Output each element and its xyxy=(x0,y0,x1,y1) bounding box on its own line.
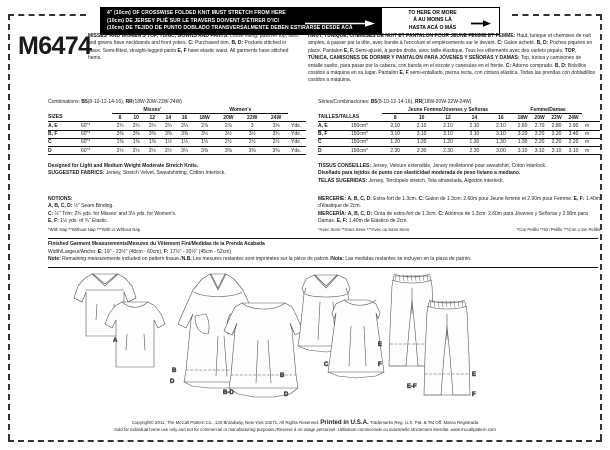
yardage-cell: 3.10 xyxy=(382,130,408,138)
yardage-cell: 3.10 xyxy=(548,147,565,155)
sizes-label: TAILLES/TALLAS xyxy=(318,114,382,122)
yardage-unit: Yds. xyxy=(288,130,306,138)
yardage-cell: 3.10 xyxy=(461,130,487,138)
yardage-unit: Yds. xyxy=(288,138,306,146)
label-bd: B-D xyxy=(223,390,234,396)
divider-below-finished xyxy=(48,267,598,268)
merceria-label: MERCERÍA: xyxy=(318,210,347,217)
size-header-cell: 22W xyxy=(240,114,264,122)
yardage-unit: Yds. xyxy=(288,147,306,155)
stretch-arrow-icon xyxy=(305,20,375,27)
yardage-cell: 2.30 xyxy=(408,147,434,155)
size-header-cell: 20W xyxy=(216,114,240,122)
mercerie-value: A, B, C, D: Extra-fort de 1.3cm. C: Galon de 1.3cm: 2.60m pour Jeune femme et 2.90m pour Femme. E, F: 1.40m d'élastique de 2cm. xyxy=(318,196,600,210)
yardage-cell: 3⅜ xyxy=(216,147,240,155)
telas-value: Jersey, Terciopelo stretch, Tela afranelada, Algodón interlock. xyxy=(367,177,504,184)
yardage-cell: 2.20 xyxy=(565,138,582,146)
target-line-es: HASTA ACÁ O MÁS xyxy=(408,24,457,31)
trademark-text: Trademarks Reg. U.S. Pat. & TM Off. Marca Registrada xyxy=(369,420,479,425)
yardage-cell: 2¼ xyxy=(177,122,193,130)
fabric-width: 150cm* xyxy=(348,130,382,138)
yardage-cell: 3½ xyxy=(240,130,264,138)
view-label: A, E xyxy=(318,122,348,130)
yardage-cell: 1.30 xyxy=(488,138,514,146)
yardage-row xyxy=(48,147,306,155)
label-b2: B xyxy=(280,373,285,379)
cut-line-top-right xyxy=(512,14,602,16)
pattern-number: M6474 xyxy=(18,32,92,60)
target-line-fr: À AU MOINS LÀ xyxy=(413,17,452,24)
yardage-unit: m xyxy=(582,122,600,130)
tissus-value: Jersey, Velours extensible, Jersey molletonné pour sweatshirt, Coton interlock. xyxy=(371,163,547,169)
suggested-fabrics-value: Jersey, Stretch Velvet, Sweatshirting, Cotton Interlock. xyxy=(104,170,226,177)
label-e2: E xyxy=(472,372,477,378)
yardage-cell: 1.30 xyxy=(461,138,487,146)
yardage-cell: 2¼ xyxy=(112,122,128,130)
size-header-cell: 12 xyxy=(435,114,461,122)
target-line-en: TO HERE OR MORE xyxy=(408,9,457,16)
yardage-cell: 2½ xyxy=(112,147,128,155)
fabric-width: 150cm* xyxy=(348,147,382,155)
yardage-row xyxy=(318,138,600,146)
yardage-row xyxy=(318,130,600,138)
label-f: F xyxy=(378,362,382,368)
yardage-cell: 2½ xyxy=(264,138,288,146)
tissus-label: TISSUS CONSEILLES: xyxy=(318,163,372,169)
notions-line1-value: ½" Seam Binding. xyxy=(72,203,114,210)
yardage-cell: 3½ xyxy=(193,130,217,138)
size-header-cell: 8 xyxy=(382,114,408,122)
description-english xyxy=(88,33,300,63)
yardage-cell: 2¼ xyxy=(160,122,176,130)
cut-line-bottom xyxy=(8,440,602,442)
view-label: C xyxy=(48,138,78,146)
fabric-width: 60"* xyxy=(78,122,112,130)
yardage-cell: 3.40 xyxy=(565,130,582,138)
fabric-width: 60"* xyxy=(78,138,112,146)
yardage-cell: 1⅜ xyxy=(112,138,128,146)
view-label: C xyxy=(318,138,348,146)
yardage-cell: 1½ xyxy=(160,138,176,146)
line-drawings-svg xyxy=(52,270,492,415)
label-ef: E-F xyxy=(407,384,417,390)
yardage-cell: 3⅜ xyxy=(144,130,160,138)
description-english-body: Loose fitting, pullover top, tunic and gowns have neckbands and front yokes. C: Purchased trim. B, D: Pockets stitched in place. Semi-fitted, straight-legged pants E, F have elastic waist. All garments have stitched hems. xyxy=(88,33,299,62)
size-header-row xyxy=(48,114,306,122)
fabrics-french-spanish xyxy=(318,163,600,185)
drawing-view-e-f-back xyxy=(424,300,470,395)
yardage-cell: 1.20 xyxy=(382,138,408,146)
stretch-gauge-banner xyxy=(100,7,500,35)
yardage-cell: 2.10 xyxy=(488,122,514,130)
notions-title: NOTIONS: xyxy=(48,196,73,202)
combinations-line-fr: Séries/Combinaciones: B5(8-10-12-14-16), RR(18W-20W-22W-24W) xyxy=(318,99,472,105)
label-f2: F xyxy=(472,392,476,398)
yardage-cell: 3.10 xyxy=(565,147,582,155)
description-french-spanish xyxy=(308,33,596,85)
yardage-cell: 3.00 xyxy=(488,147,514,155)
size-group-header-row xyxy=(318,107,600,114)
description-french-body: Haut, tunique et chemises de nuit amples, à passer par la tête, avec bande à l'encolure et empiècements sur le devant. C: Galon acheté. B, D: Poches piquées en place. Pantalon E, F, Semi-ajusté, à jambe droite, avec taille élastique. Tous les vêtements avec des ourlets piqués. xyxy=(308,33,593,54)
yardage-cell: 2.70 xyxy=(531,122,548,130)
yardage-table-imperial-grid xyxy=(48,107,306,156)
size-header-cell: 20W xyxy=(531,114,548,122)
yardage-cell: 2.20 xyxy=(531,138,548,146)
yardage-unit: Yds. xyxy=(288,122,306,130)
yardage-cell: 3⅜ xyxy=(112,130,128,138)
yardage-cell: 3.10 xyxy=(435,130,461,138)
note-value: Remaining measurements included on pattern tissue./N.B. Les mesures restantes sont imprimées sur la pièce de patron./Nota: Las medidas restantes se incluyen en la pieza de patrón. xyxy=(60,256,472,263)
view-label: A, E xyxy=(48,122,78,130)
garment-line-drawings xyxy=(52,270,492,415)
yardage-unit: m xyxy=(582,147,600,155)
yardage-cell: 1½ xyxy=(193,138,217,146)
yardage-cell: 2.30 xyxy=(461,147,487,155)
finished-measurements-title: Finished Garment Measurements/Mesures du Vêtement Fini/Medidas de la Prenda Acabada xyxy=(48,241,265,247)
label-e: E xyxy=(378,342,383,348)
yardage-cell: 2.90 xyxy=(565,122,582,130)
yardage-cell: 2¼ xyxy=(144,122,160,130)
yardage-cell: 2.10 xyxy=(382,122,408,130)
combinations-line-en: Combinations: B5(8-10-12-14-16), RR(18W-20W-22W-24W) xyxy=(48,99,182,105)
yardage-cell: 2.30 xyxy=(435,147,461,155)
usage-terms: Sold for individual home use only and not for commercial or manufacturing purposes./Reserve à un usage personnel. Utilisation commerciale ou industrielle strictement interdite. www.mccallpattern.com xyxy=(114,427,496,433)
yardage-cell: 3⅜ xyxy=(128,130,144,138)
yardage-cell: 2½ xyxy=(160,147,176,155)
yardage-cell: 3⅜ xyxy=(160,130,176,138)
fabric-width: 150cm* xyxy=(348,138,382,146)
yardage-cell: 3½ xyxy=(216,130,240,138)
size-header-cell: 12 xyxy=(144,114,160,122)
size-header-cell: 16 xyxy=(177,114,193,122)
view-label: B, F xyxy=(48,130,78,138)
group-label-womens: Femme/Damas xyxy=(514,107,582,114)
notions-line2-value: ½" Trim: 2¾ yds. for Misses' and 3⅛ yds. for Women's. xyxy=(53,210,177,217)
yardage-cell: 2.10 xyxy=(408,122,434,130)
description-spanish-heading: TOP, TÚNICA, CAMISONES DE DORMIR Y PANTALÓN PARA JÓVENES Y SEÑORAS Y DAMAS: xyxy=(308,47,576,62)
yardage-cell: 3.20 xyxy=(514,130,531,138)
yardage-unit: m xyxy=(582,130,600,138)
mercerie-label: MERCERIE: xyxy=(318,196,347,202)
yardage-cell: 3⅜ xyxy=(264,147,288,155)
yardage-cell: 3.10 xyxy=(531,147,548,155)
stretch-line-fr: (10cm) DE JERSEY PLIÉ SUR LE TRAVERS DOIVENT S'ÉTIRER D'ICI xyxy=(107,17,280,24)
yardage-cell: 3¾ xyxy=(264,130,288,138)
size-header-cell: 22W xyxy=(548,114,565,122)
notions-line2-views: C: xyxy=(48,210,54,217)
yardage-cell: 2.30 xyxy=(382,147,408,155)
size-header-cell: 24W xyxy=(565,114,582,122)
designed-for-text: Designed for Light and Medium Weight Moderate Stretch Knits. xyxy=(48,163,199,169)
group-label-womens: Women's xyxy=(193,107,288,114)
yardage-cell: 2½ xyxy=(216,138,240,146)
drawing-view-b-d-back xyxy=(224,303,303,397)
label-d2: D xyxy=(284,392,289,398)
label-d: D xyxy=(170,379,175,385)
yardage-cell: 2½ xyxy=(240,138,264,146)
size-header-cell: 8 xyxy=(112,114,128,122)
size-header-cell: 14 xyxy=(461,114,487,122)
yardage-cell: 3⅜ xyxy=(193,147,217,155)
telas-label: TELAS SUGERIDAS: xyxy=(318,177,368,184)
view-label: D xyxy=(48,147,78,155)
yardage-cell: 3.10 xyxy=(514,147,531,155)
description-spanish-body: Top, túnica y camisones de entalle suelto, para pasar por la cabeza, con banda en el escote y canesúes en el frente. C: Adorno comprado. B, D: Bolsillos cosidos a máquina en su lugar. Pantalón E, F semi-entallado, pierna recta, con cintura elástica. Todas las prendas con dobladillos cosidos a máquina. xyxy=(308,55,596,84)
group-label-misses: Jeune Femme/Jóvenes y Señoras xyxy=(382,107,514,114)
sizes-label: SIZES xyxy=(48,114,112,122)
yardage-cell: 1½ xyxy=(177,138,193,146)
fabric-width: 60"* xyxy=(78,130,112,138)
yardage-cell: 1.30 xyxy=(514,138,531,146)
yardage-cell: 2.10 xyxy=(435,122,461,130)
notions-french-spanish xyxy=(318,196,600,233)
group-label-misses: Misses' xyxy=(112,107,193,114)
notions-line3-value: 1½ yds. of ¾" Elastic. xyxy=(58,217,109,224)
yardage-cell: 2½ xyxy=(144,147,160,155)
size-header-cell: 18W xyxy=(514,114,531,122)
designed-for-text-es: Diseñado para tejidos de punto con elasticidad moderada de peso liviano a mediano. xyxy=(318,170,521,177)
fabrics-english xyxy=(48,163,304,178)
yardage-cell: 3.10 xyxy=(488,130,514,138)
yardage-cell: 1⅜ xyxy=(128,138,144,146)
suggested-fabrics-label: SUGGESTED FABRICS: xyxy=(48,170,105,177)
width-label: Width/Largeur/Ancho: xyxy=(48,248,97,255)
target-arrow-icon xyxy=(471,20,491,27)
stretch-line-en: 4" (10cm) OF CROSSWISE FOLDED KNIT MUST STRETCH FROM HERE xyxy=(107,10,286,17)
yardage-table-metric-grid xyxy=(318,107,600,156)
size-header-cell: 18W xyxy=(193,114,217,122)
label-b: B xyxy=(172,368,177,374)
description-english-heading: MISSES' AND WOMEN'S TOP, TUNIC, GOWNS AND PANTS: xyxy=(88,33,229,39)
yardage-cell: 1⅜ xyxy=(144,138,160,146)
nap-legend-french: *Avec Sens **Sans Sens ***Avec ou Sans Sens xyxy=(318,226,410,232)
copyright-footer xyxy=(20,419,590,433)
size-header-cell: 10 xyxy=(408,114,434,122)
notions-line3-views: E, F: xyxy=(48,217,59,224)
yardage-cell: 2.20 xyxy=(548,138,565,146)
size-header-row xyxy=(318,114,600,122)
label-c: C xyxy=(324,362,329,368)
yardage-cell: 3⅛ xyxy=(264,122,288,130)
yardage-cell: 2⅞ xyxy=(193,122,217,130)
drawing-view-c-back xyxy=(328,300,384,378)
notions-line1-views: A, B, C, D: xyxy=(48,203,73,210)
label-a: A xyxy=(113,338,118,344)
size-header-cell: 10 xyxy=(128,114,144,122)
cut-line-left xyxy=(8,14,10,440)
finished-measurements xyxy=(48,241,598,264)
view-label: B, F xyxy=(318,130,348,138)
divider-above-finished xyxy=(48,238,598,239)
size-header-cell: 24W xyxy=(264,114,288,122)
printed-in-usa: Printed in U.S.A. xyxy=(320,419,369,426)
description-french-heading: HAUT, TUNIQUE, CHEMISES DE NUIT ET PANTALON POUR JEUNE FEMME ET FEMME: xyxy=(308,33,516,39)
yardage-imperial-body xyxy=(48,107,306,155)
merceria-value: A, B, C, D: Cinta de extra-fort de 1.3cm. C: Adornos de 1.3cm: 2.60m para Jóvenes y Señoras y 2.90m para Damas. E, F: 1.40m de Elástico de 2cm. xyxy=(318,210,588,224)
notions-english xyxy=(48,196,304,233)
stretch-gauge-instructions xyxy=(101,8,381,34)
yardage-cell: 2.10 xyxy=(461,122,487,130)
yardage-row xyxy=(48,138,306,146)
yardage-row xyxy=(318,122,600,130)
cut-line-top-left xyxy=(8,14,86,16)
nap-legend-english: *With Nap **Without Nap ***With or Without Nap xyxy=(48,226,141,232)
yardage-cell: 3.10 xyxy=(408,130,434,138)
yardage-cell: 3⅜ xyxy=(177,130,193,138)
yardage-cell: 2¼ xyxy=(128,122,144,130)
view-label: D xyxy=(318,147,348,155)
cut-line-right xyxy=(600,14,602,440)
stretch-gauge-target xyxy=(381,8,499,34)
yardage-cell: 3⅜ xyxy=(240,147,264,155)
yardage-cell: 3.20 xyxy=(548,130,565,138)
yardage-cell: 3 xyxy=(240,122,264,130)
yardage-cell: 2.60 xyxy=(514,122,531,130)
yardage-cell: 1.20 xyxy=(408,138,434,146)
yardage-cell: 2½ xyxy=(128,147,144,155)
note-label: Note: xyxy=(48,256,61,263)
stretch-line-es: (10cm) DE TEJIDO DE PUNTO DOBLADO TRANSVERSALMENTE DEBEN ESTIRARSE DESDE ACÁ xyxy=(107,25,353,32)
fabric-width: 60"* xyxy=(78,147,112,155)
width-value: E: 19" - 23½" (48cm - 60cm), F: 17½" - 20½" (45cm - 52cm) xyxy=(97,248,232,255)
yardage-table-imperial xyxy=(48,99,306,155)
yardage-cell: 3¼ xyxy=(177,147,193,155)
yardage-row xyxy=(48,122,306,130)
yardage-row xyxy=(48,130,306,138)
nap-legend-spanish: *Con Pelillo **Sin Pelillo ***Con o Sin Pelillo xyxy=(516,226,600,232)
copyright-text: Copyright© 2011, The McCall Pattern Co., 120 Broadway, New York 10271, All Rights Reserved. xyxy=(131,420,320,425)
yardage-row xyxy=(318,147,600,155)
yardage-table-metric xyxy=(318,99,600,155)
size-header-cell: 14 xyxy=(160,114,176,122)
yardage-cell: 1.20 xyxy=(435,138,461,146)
yardage-cell: 2⅞ xyxy=(216,122,240,130)
size-header-cell: 16 xyxy=(488,114,514,122)
yardage-unit: m xyxy=(582,138,600,146)
yardage-cell: 2.80 xyxy=(548,122,565,130)
fabric-width: 150cm* xyxy=(348,122,382,130)
yardage-cell: 3.20 xyxy=(531,130,548,138)
size-group-header-row xyxy=(48,107,306,114)
yardage-metric-body xyxy=(318,107,600,155)
